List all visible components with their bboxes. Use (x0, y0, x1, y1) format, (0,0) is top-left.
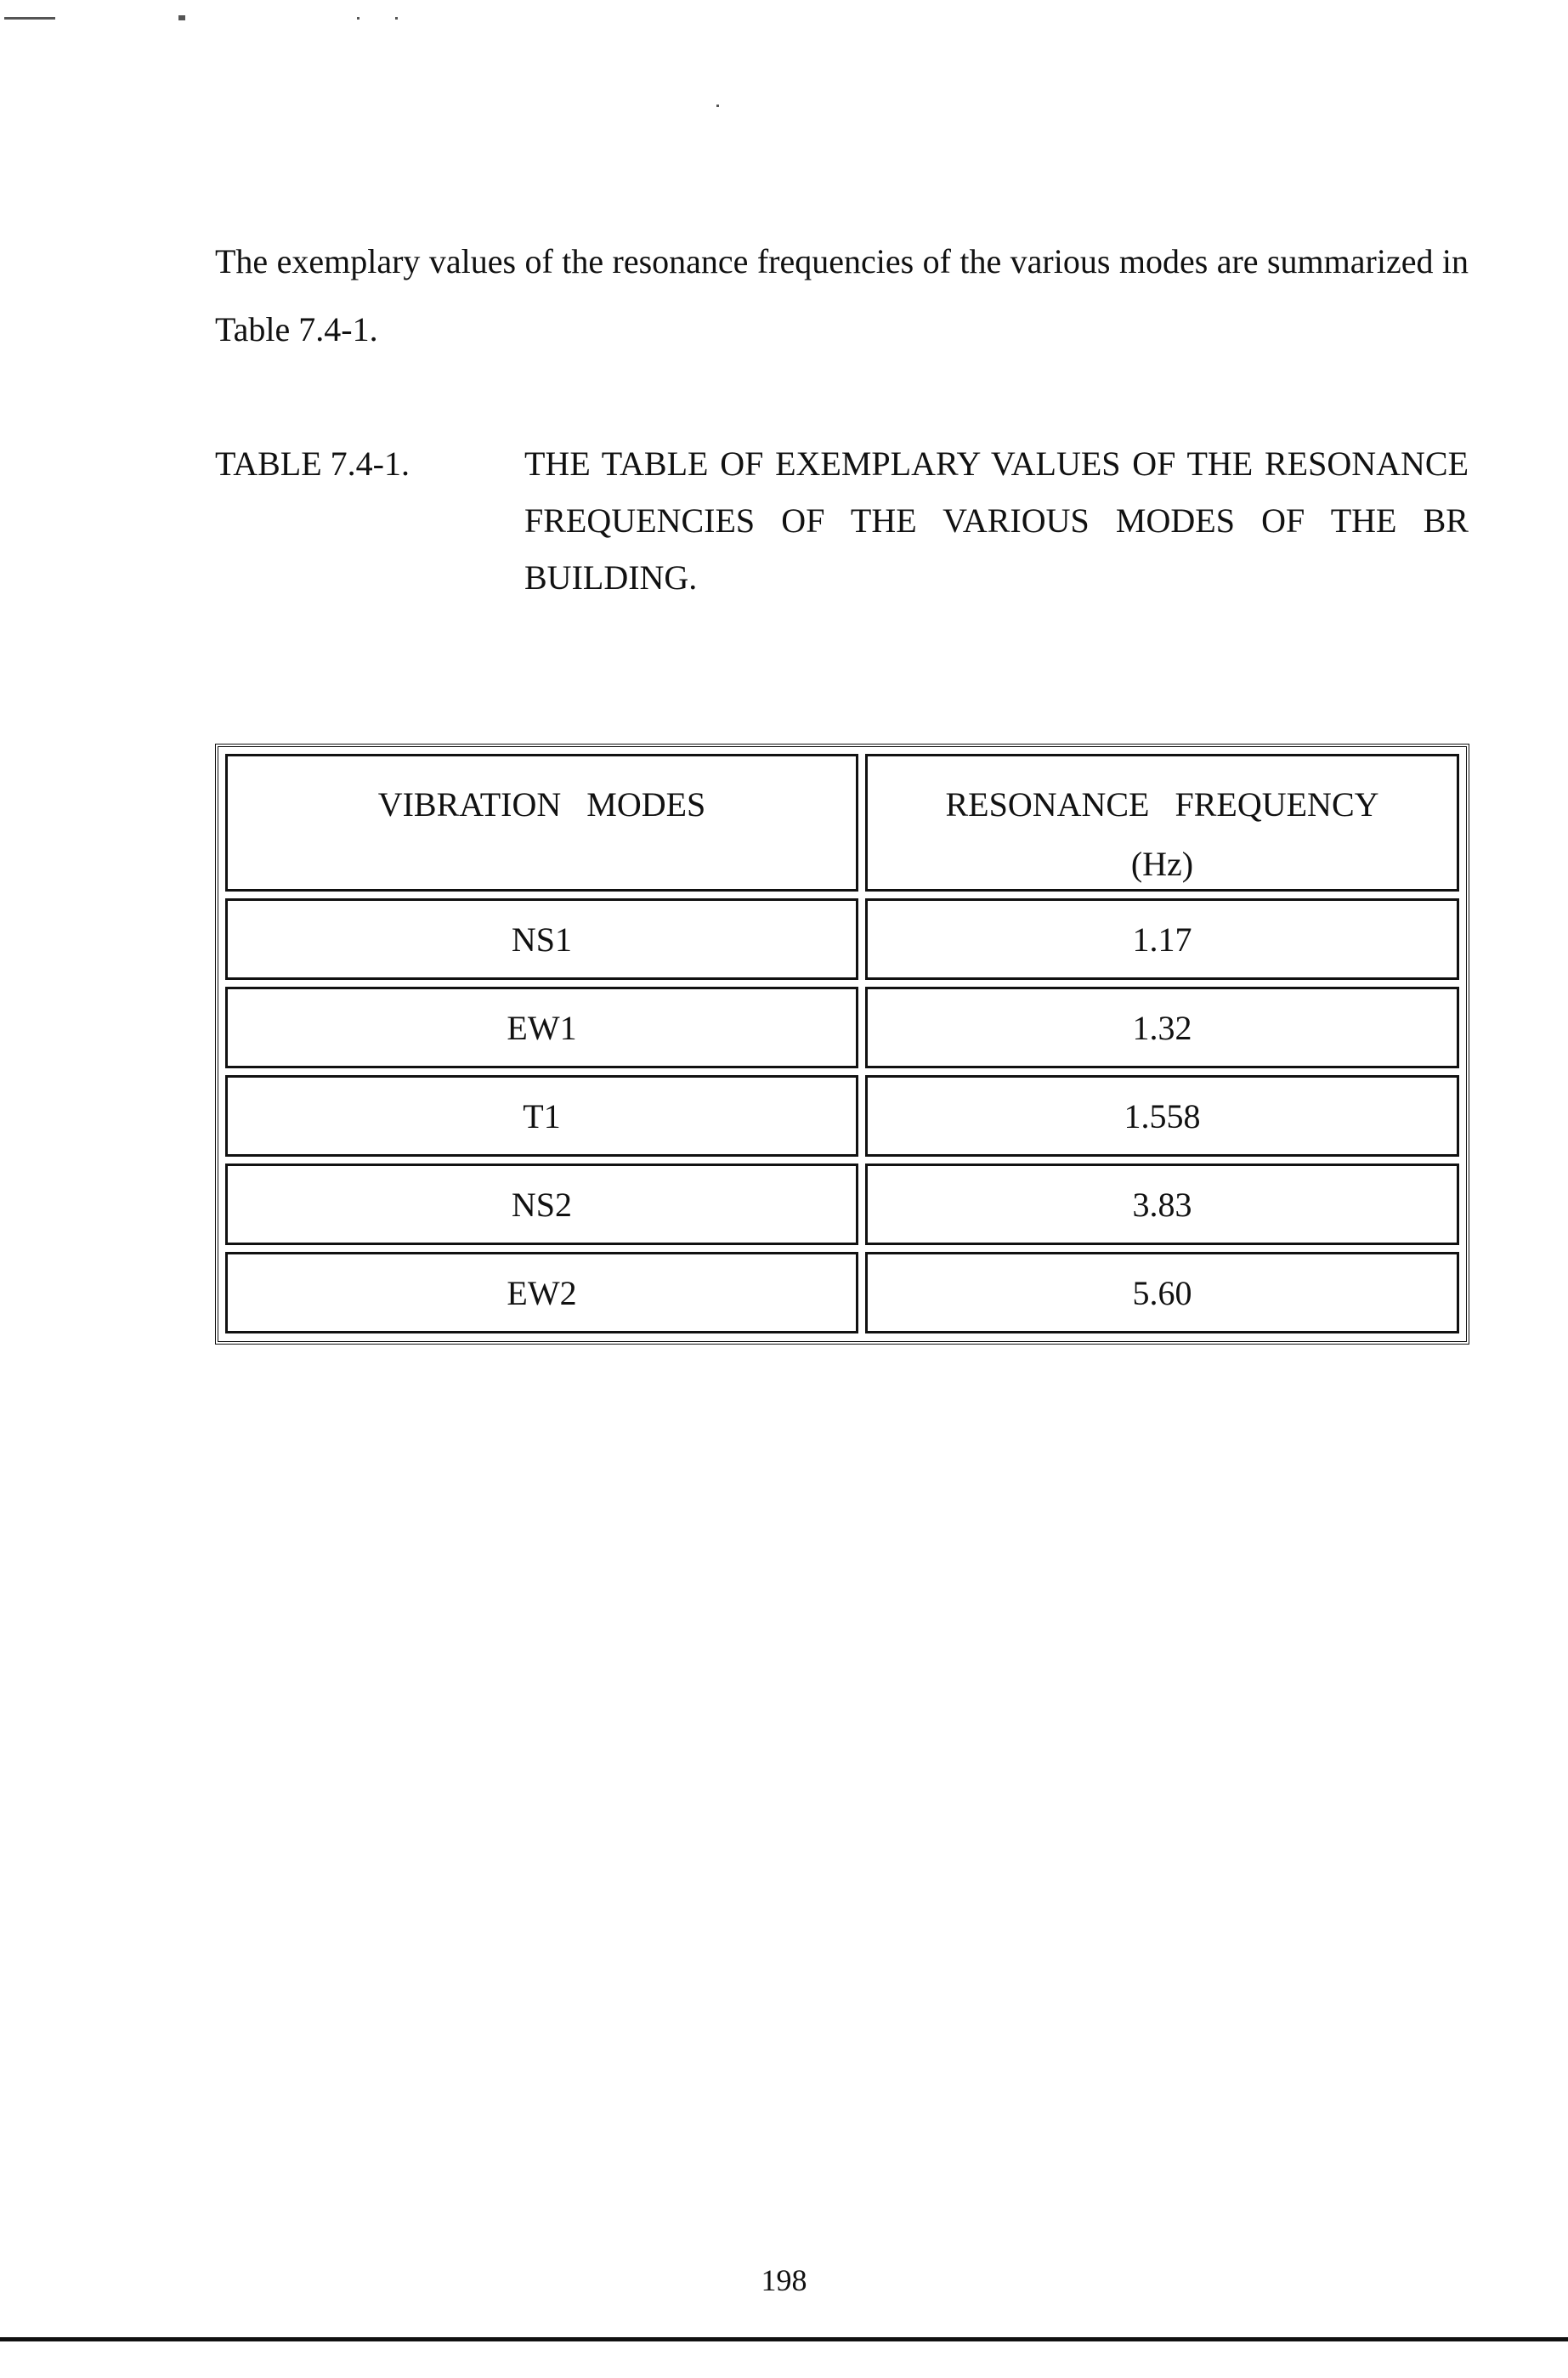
row-frequency-cell: 5.60 (865, 1252, 1459, 1333)
row-mode-cell: NS1 (225, 898, 858, 980)
row-frequency-cell: 1.32 (865, 987, 1459, 1068)
scan-speck (4, 17, 55, 20)
row-mode-cell: EW2 (225, 1252, 858, 1333)
scan-speck (716, 105, 719, 107)
table-caption-text: THE TABLE OF EXEMPLARY VALUES OF THE RESONANCE FREQUENCIES OF THE VARIOUS MODES OF THE BR BUILDING. (524, 444, 1469, 597)
row-mode-cell: NS2 (225, 1164, 858, 1245)
header-frequency-line1: RESONANCE FREQUENCY (945, 785, 1379, 824)
scan-speck (395, 17, 398, 20)
table-caption-label: TABLE 7.4-1. (215, 444, 410, 483)
page-number: 198 (761, 2263, 807, 2297)
row-frequency-cell: 3.83 (865, 1164, 1459, 1245)
bottom-rule (0, 2337, 1568, 2341)
row-mode-cell: EW1 (225, 987, 858, 1068)
row-frequency-cell: 1.17 (865, 898, 1459, 980)
row-frequency-cell: 1.558 (865, 1075, 1459, 1157)
scan-speck (357, 17, 359, 20)
header-frequency-unit: (Hz) (1130, 845, 1194, 883)
scan-speck (178, 15, 185, 20)
intro-paragraph: The exemplary values of the resonance frequencies of the various modes are summarized in Table 7.4-1. (215, 242, 1469, 348)
row-mode-cell: T1 (225, 1075, 858, 1157)
header-vibration-modes (225, 754, 858, 892)
table-grid (225, 754, 1459, 1334)
header-resonance-frequency (865, 754, 1459, 892)
header-vibration-modes-label: VIBRATION MODES (377, 785, 706, 824)
resonance-frequency-table (215, 744, 1469, 1345)
